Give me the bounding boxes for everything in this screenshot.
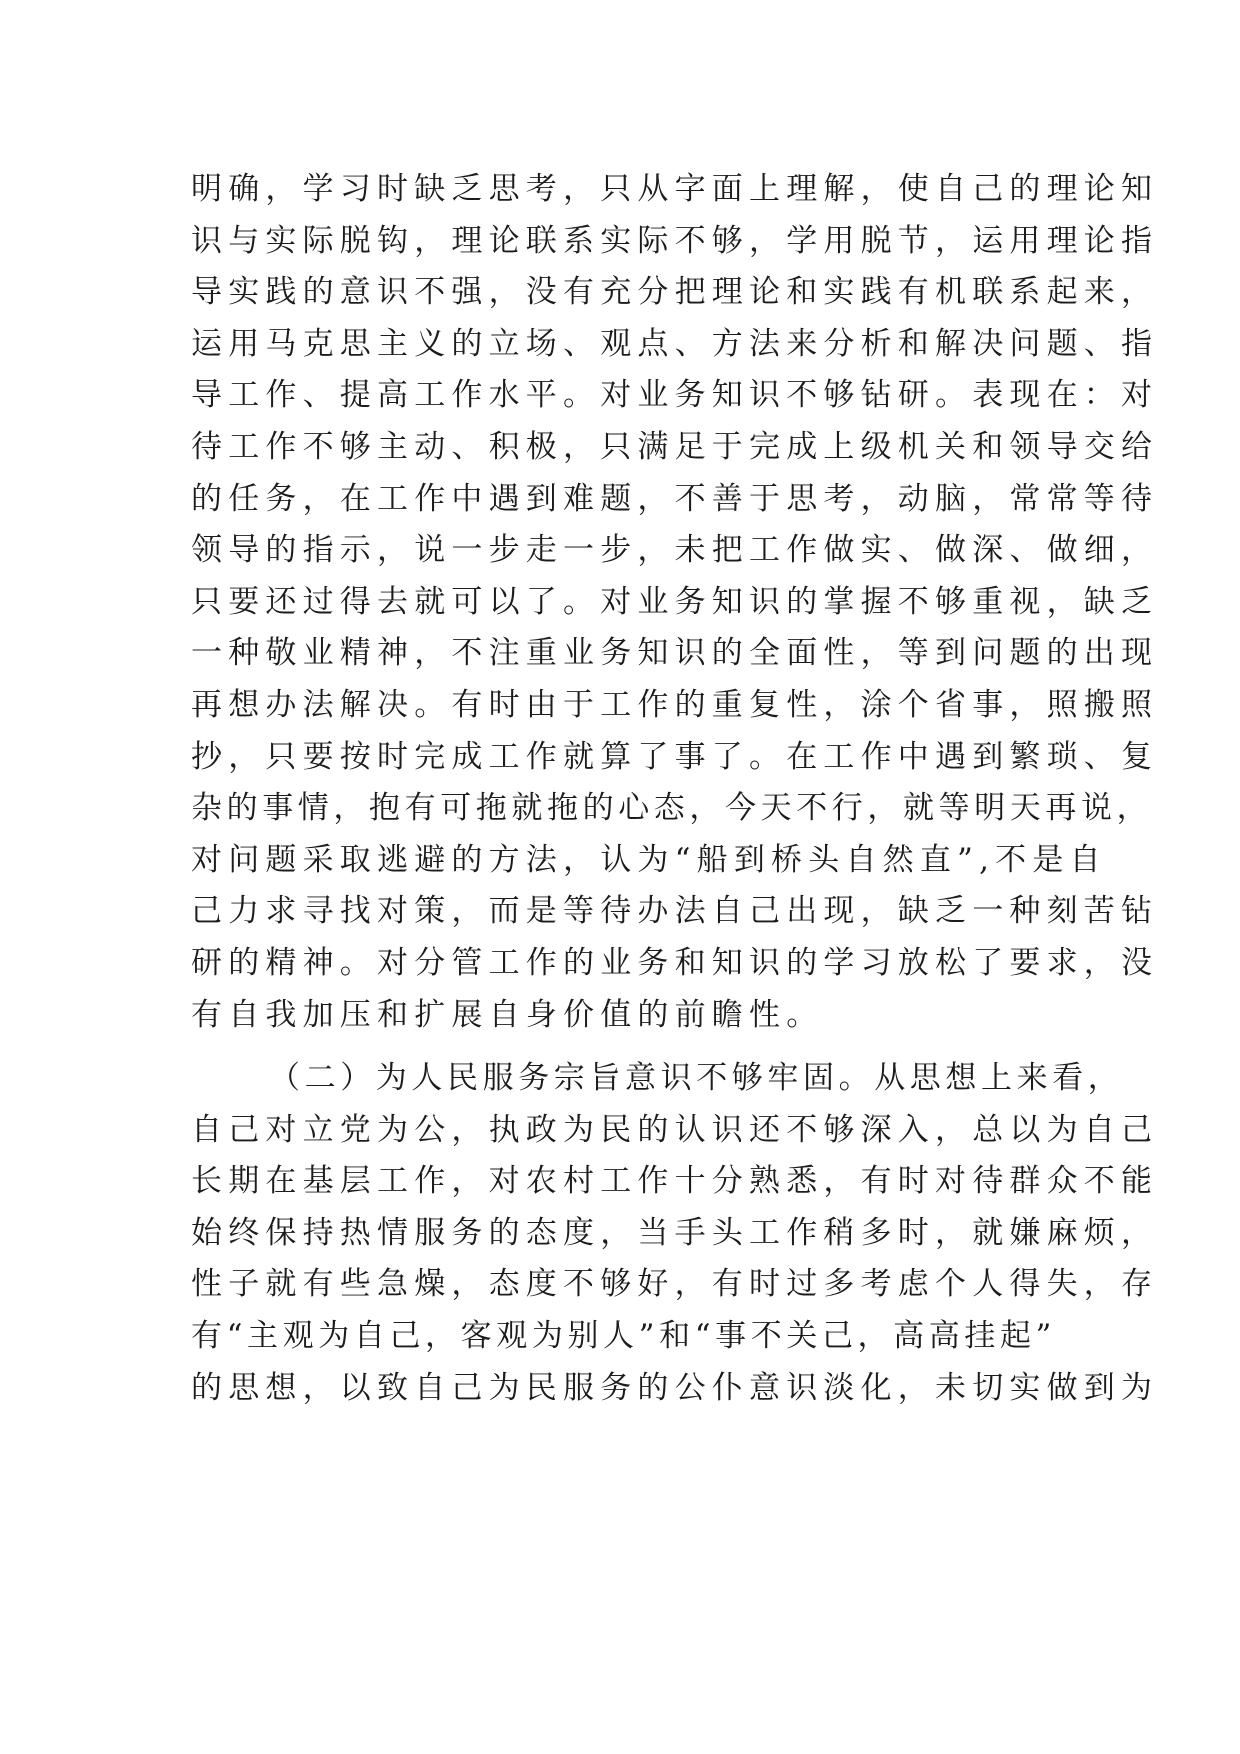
text-line: 导实践的意识不强，没有充分把理论和实践有机联系起来，: [191, 274, 1159, 311]
text-line: 抄，只要按时完成工作就算了事了。在工作中遇到繁琐、复: [191, 738, 1159, 775]
body-text: [191, 164, 1159, 1414]
text-line: 研的精神。对分管工作的业务和知识的学习放松了要求，没: [191, 944, 1159, 981]
text-line: 明确，学习时缺乏思考，只从字面上理解，使自己的理论知: [191, 171, 1159, 207]
text-line: 运用马克思主义的立场、观点、方法来分析和解决问题、指: [191, 325, 1159, 362]
text-line: 始终保持热情服务的态度，当手头工作稍多时，就嫌麻烦，: [191, 1214, 1159, 1251]
text-line: 再想办法解决。有时由于工作的重复性，涂个省事，照搬照: [191, 686, 1159, 723]
paragraph-2: [191, 1053, 1159, 1414]
text-line: 的任务，在工作中遇到难题，不善于思考，动脑，常常等待: [191, 480, 1159, 517]
text-line: 己力求寻找对策，而是等待办法自己出现，缺乏一种刻苦钻: [191, 893, 1159, 930]
text-line: 的思想，以致自己为民服务的公仆意识淡化，未切实做到为: [191, 1369, 1159, 1406]
text-line: 一种敬业精神，不注重业务知识的全面性，等到问题的出现: [191, 635, 1159, 672]
text-line: 有自我加压和扩展自身价值的前瞻性。: [191, 996, 824, 1033]
section-heading-line: （二）为人民服务宗旨意识不够牢固。从思想上来看，: [269, 1060, 1124, 1097]
text-line: 识与实际脱钩，理论联系实际不够，学用脱节，运用理论指: [191, 222, 1159, 259]
paragraph-spacing: [191, 1041, 1061, 1053]
text-line: 对问题采取逃避的方法，认为“船到桥头自然直”,不是自: [191, 841, 1107, 878]
text-line: 只要还过得去就可以了。对业务知识的掌握不够重视，缺乏: [191, 583, 1159, 620]
paragraph-1: [191, 164, 1159, 1041]
text-line: 杂的事情，抱有可拖就拖的心态，今天不行，就等明天再说，: [191, 790, 1153, 827]
text-line: 导工作、提高工作水平。对业务知识不够钻研。表现在：对: [191, 377, 1159, 414]
text-line: 长期在基层工作，对农村工作十分熟悉，有时对待群众不能: [191, 1163, 1159, 1200]
text-line: 性子就有些急燥，态度不够好，有时过多考虑个人得失，存: [191, 1266, 1159, 1303]
text-line: 自己对立党为公，执政为民的认识还不够深入，总以为自己: [191, 1111, 1159, 1148]
text-line: 待工作不够主动、积极，只满足于完成上级机关和领导交给: [191, 428, 1159, 465]
text-line: 领导的指示，说一步走一步，未把工作做实、做深、做细，: [191, 532, 1159, 569]
text-line: 有“主观为自己，客观为别人”和“事不关己，高高挂起”: [191, 1318, 1056, 1355]
